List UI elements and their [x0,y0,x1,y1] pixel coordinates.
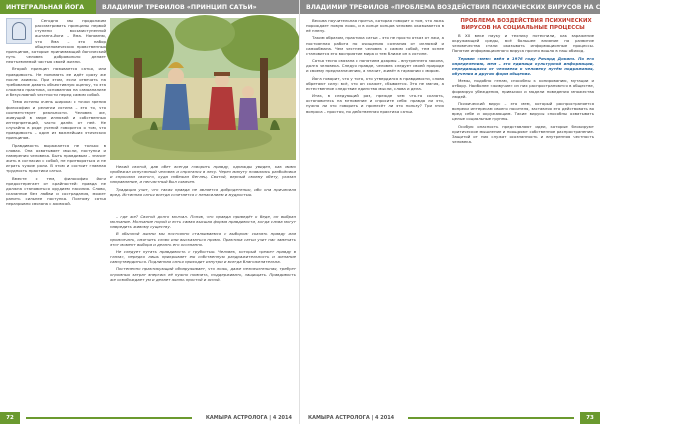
paragraph: Сегодня мы продолжим рассматривать принципы первой ступени восьмиступенной аштанга-йоги – Яма. Напомню, что Яма – это набор общечеловеческих нравственных принципов, которые принимающий йогический путь человек добровольно делает неотъемлемой частью своей жизни. [6,18,106,65]
footer-rule [408,417,574,419]
right-footer [300,412,600,424]
left-page [0,0,300,424]
magazine-issue: КАМЫРА АСТРОЛОГА | 4 2014 [308,415,395,421]
caption-block [110,164,296,214]
left-header-section: ИНТЕГРАЛЬНАЯ ЙОГА [0,0,96,14]
paragraph: В XX веке науку и технику потеснили, как заражение окружающей среды, всё большее влияние на развитие человечества стали оказывать информационные процессы. Понятие информационного вируса прочно вошло в наш обиход. [452,33,594,54]
left-column-1 [6,18,106,408]
right-header-title: ВЛАДИМИР ТРЕФИЛОВ «ПРОБЛЕМА ВОЗДЕЙСТВИЯ ПСИХИЧЕСКИХ ВИРУСОВ НА СОЦИАЛЬНЫЕ ПРОЦЕССЫ» [300,0,600,14]
page-number: 72 [0,412,20,424]
left-header [0,0,300,14]
magazine-issue: КАМЫРА АСТРОЛОГА | 4 2014 [205,415,292,421]
footer-rule [26,417,192,419]
paragraph: Итак, в следующий раз, прежде чем что-то сказать, остановитесь на мгновение и спросите себя: правда ли это, нужно ли это говорить и принесёт ли это пользу? Три этих вопроса – простая, но действенная практика сатьи. [306,93,444,114]
paragraph: – где же? Святой долго молчал. Поняв, что правда приведёт к беде, он выбрал молчание. Молчание порой и есть самая высшая форма правдивости, когда слова могут навредить живому существу. [110,214,296,230]
illustration-svg [110,18,296,160]
paragraph: Сатья тесно связана с понятием дхармы – внутреннего закона, долга человека. Следуя правде, человек следует своей природе и своему предназначению, а значит, живёт в гармонии с миром. [306,58,444,74]
caption-paragraph: Традиция учит, что такая правда не является добродетелью, ибо она причинила вред. Истинная сатья всегда сочетается с ненасилием и мудростью. [110,186,296,197]
right-column-2 [452,18,594,408]
paragraph: Таким образом, практика сатьи – это не просто отказ от лжи, а постоянная работа по очищению сознания от иллюзий и самообмана. Чем честнее человек с самим собой, тем яснее становится его восприятие мира и тем ближе он к истине. [306,35,444,56]
left-header-title: ВЛАДИМИР ТРЕФИЛОВ «ПРИНЦИП САТЬИ» [96,0,300,14]
page-number: 73 [580,412,600,424]
paragraph: Особую опасность представляют идеи, которые блокируют критическое мышление и поощряют собственное распространение. Защитой от них служат осознанность и внутренняя честность человека. [452,123,594,144]
paragraph: Постепенно практикующий обнаруживает, что ложь, даже незначительная, требует огромных затрат энергии: её нужно помнить, поддерживать, защищать. Правдивость же освобождает ум и делает жизнь простой и ясной. [110,266,296,282]
paragraph: Психический вирус – это мем, который распространяется вопреки интересам своего носителя, заставляя его действовать во вред себе и окружающим. Такие вирусы способны охватывать целые социальные группы. [452,100,594,122]
paragraph: Йога говорит, что у того, кто утвердился в правдивости, слова обретают силу: всё, что он скажет, сбывается. Это не магия, а естественное следствие единства мысли, слова и дела. [306,75,444,91]
paragraph: Мемы, подобно генам, способны к копированию, мутации и отбору. Наиболее «живучие» из них распространяются в обществе, формируя убеждения, привычки и модели поведения множества людей. [452,78,594,99]
article-title: ПРОБЛЕМА ВОЗДЕЙСТВИЯ ПСИХИЧЕСКИХ ВИРУСОВ НА СОЦИАЛЬНЫЕ ПРОЦЕССЫ [460,18,592,31]
left-column-2 [110,214,296,408]
paragraph: Вместе с тем, философия йоги предостерегает от крайностей: правда не должна становиться орудием насилия. Слово, сказанное без любви и сострадания, может ранить сильнее поступка. Поэтому сатья неразрывно связана с ахимсой. [6,175,106,207]
dropcap-icon [12,22,26,40]
right-page [300,0,693,424]
paragraph-emphasis: Термин «мем» ввёл в 1976 году Ричард Докинз. По его определению, мем – это единица культурной информации, передающаяся от человека к человеку путём подражания, обучения и других форм общения. [452,55,594,77]
caption-paragraph: Некий святой, дав обет всегда говорить правду, однажды увидел, как мимо пробежал испуганный человек и спрятался в лесу. Через минуту появились разбойники и спросили святого, куда побежал беглец. Святой, верный своему обету, указал направление, и несчастный был схвачен. [110,164,296,185]
left-footer [0,412,300,424]
paragraph: В обычной жизни мы постоянно сталкиваемся с выбором: сказать правду или промолчать, смягчить слово или высказаться прямо. Практика сатьи учит нас замечать этот момент выбора и делать его осознанно. [110,231,296,247]
right-column-1 [306,18,444,408]
paragraph: Тема истины очень широка: с точки зрения философии и религии истина – это то, что соответствует реальности. Человек же, живущий в мире иллюзий и собственных интерпретаций, часто далёк от неё. Не случайно в ряде учений говорится о том, что правдивость – один из важнейших этических принципов. [6,99,106,141]
paragraph: Правдивость выражается не только в словах. Она охватывает мысли, поступки и намерения человека. Быть правдивым – значит жить в согласии с собой, не притворяться и не играть чужие роли. В этом и состоит главная трудность практики сатьи. [6,142,106,174]
paragraph: Второй принцип называется сатья, или правдивость. Не понимать ее идёт сразу же после ахимсы. При этом, если отвечать на требование давать объективную оценку, то эта сложная практика, основанная на самоанализе и безусловной честности перед самим собой. [6,66,106,98]
dropcap-decoration [6,18,32,44]
right-header [300,0,693,14]
fairy-tale-illustration [110,18,296,160]
paragraph: Весьма поучительная притча, которая говорит о том, что ложь порождает новую ложь, и в конце концов человек оказывается в её плену. [306,18,444,34]
paragraph: Не следует путать правдивость с грубостью. Человек, который «режет правду в глаза», нередко лишь прикрывает ею собственную раздражительность и желание самоутвердиться. Подлинная сатья приходит изнутри и всегда благожелательна. [110,248,296,265]
